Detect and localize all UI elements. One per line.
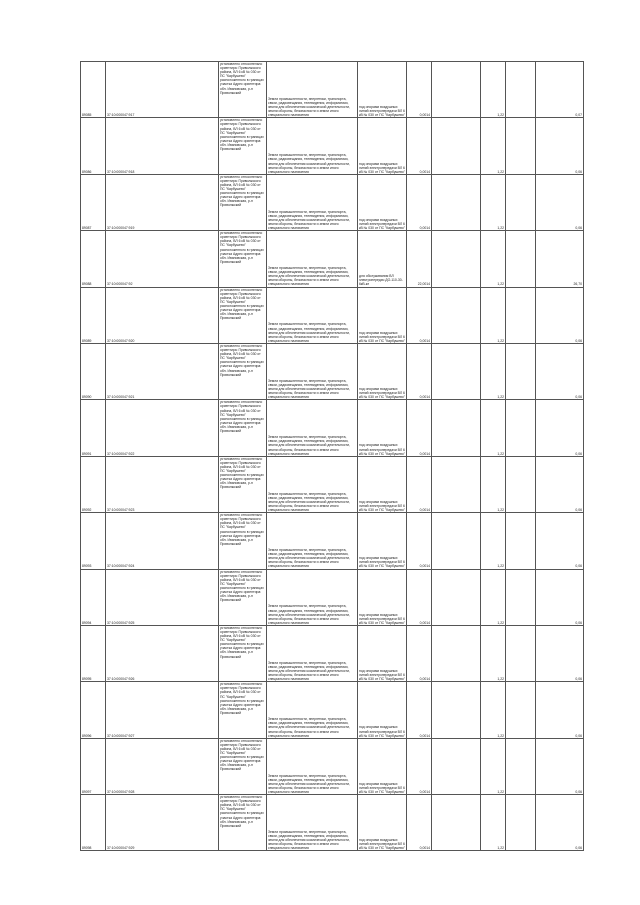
empty-cell — [506, 62, 536, 118]
empty-cell — [506, 625, 536, 681]
row-number-cell: 89094 — [81, 569, 106, 625]
sum-cell: 0,06 — [536, 625, 584, 681]
land-category-cell: Земли промышленности, энергетики, транспорта, связи, радиовещания, телевидения, информатики, земли для обеспечения космической деятельности, земли обороны, безопасности и земли иного специального назначения — [267, 513, 358, 569]
sum-cell: 0,06 — [536, 456, 584, 512]
sum-cell: 0,07 — [536, 62, 584, 118]
permitted-use-cell: под опорами воздушных линий электропередачи ВЛ 6 кВ № 030 от ПС "Карбушево" — [358, 738, 407, 794]
permitted-use-cell: под опорами воздушных линий электропередачи ВЛ 6 кВ № 030 от ПС "Карбушево" — [358, 118, 407, 174]
land-category-cell: Земли промышленности, энергетики, транспорта, связи, радиовещания, телевидения, информатики, земли для обеспечения космической деятельности, земли обороны, безопасности и земли иного специального назначения — [267, 287, 358, 343]
rate-cell: 1,22 — [481, 795, 506, 851]
sum-cell: 0,06 — [536, 795, 584, 851]
location-cell — [219, 118, 267, 174]
rate-cell: 1,22 — [481, 456, 506, 512]
location-cell — [219, 400, 267, 456]
row-number-cell: 89087 — [81, 174, 106, 230]
rate-cell: 1,22 — [481, 231, 506, 287]
location-text: установлено относительно ориентира: Приволжского района, ВЛ 6 кВ № 030 от ПС "Карбушево" расположенного в границах участка Адрес ориентира: обл. Ивановская, р-н Приволжский — [220, 400, 264, 433]
location-cell — [219, 738, 267, 794]
empty-cell — [432, 118, 481, 174]
sum-cell: 0,06 — [536, 738, 584, 794]
table-row — [81, 513, 584, 569]
rate-cell: 1,22 — [481, 625, 506, 681]
row-number-cell: 89085 — [81, 62, 106, 118]
location-text: установлено относительно ориентира: Приволжского района, ВЛ 6 кВ № 030 от ПС "Карбушево" расположенного в границах участка Адрес ориентира: обл. Ивановская, р-н Приволжский — [220, 62, 264, 95]
sum-cell: 0,06 — [536, 569, 584, 625]
location-cell — [219, 62, 267, 118]
rate-cell: 1,22 — [481, 343, 506, 399]
empty-cell — [432, 174, 481, 230]
table-row — [81, 738, 584, 794]
location-cell — [219, 343, 267, 399]
row-number-cell: 89090 — [81, 343, 106, 399]
location-cell — [219, 456, 267, 512]
empty-cell — [506, 231, 536, 287]
empty-cell — [432, 682, 481, 738]
row-number-cell: 89091 — [81, 400, 106, 456]
location-text: установлено относительно ориентира: Приволжского района, ВЛ 6 кВ № 030 от ПС "Карбушево" расположенного в границах участка Адрес ориентира: обл. Ивановская, р-н Приволжский — [220, 795, 264, 828]
cadastral-number-cell: 37:10:000047:924 — [106, 513, 219, 569]
empty-cell — [432, 738, 481, 794]
row-number-cell: 89095 — [81, 625, 106, 681]
cadastral-number-cell: 37:10:000047:922 — [106, 400, 219, 456]
land-category-cell: Земли промышленности, энергетики, транспорта, связи, радиовещания, телевидения, информатики, земли для обеспечения космической деятельности, земли обороны, безопасности и земли иного специального назначения — [267, 62, 358, 118]
empty-cell — [432, 343, 481, 399]
area-cell: 0,0014 — [407, 118, 432, 174]
permitted-use-cell: под опорами воздушных линий электропередачи ВЛ 6 кВ № 030 от ПС "Карбушево" — [358, 62, 407, 118]
location-text: установлено относительно ориентира: Приволжского района, ВЛ 6 кВ № 030 от ПС "Карбушево" расположенного в границах участка Адрес ориентира: обл. Ивановская, р-н Приволжский — [220, 625, 264, 659]
permitted-use-cell: под опорами воздушных линий электропередачи ВЛ 6 кВ № 030 от ПС "Карбушево" — [358, 569, 407, 625]
sum-cell: 26,70 — [536, 231, 584, 287]
land-category-cell: Земли промышленности, энергетики, транспорта, связи, радиовещания, телевидения, информатики, земли для обеспечения космической деятельности, земли обороны, безопасности и земли иного специального назначения — [267, 456, 358, 512]
permitted-use-cell: под опорами воздушных линий электропередачи ВЛ 6 кВ № 030 от ПС "Карбушево" — [358, 400, 407, 456]
empty-cell — [506, 343, 536, 399]
rate-cell: 1,22 — [481, 62, 506, 118]
land-register-table — [80, 61, 584, 851]
rate-cell: 1,22 — [481, 118, 506, 174]
location-cell — [219, 287, 267, 343]
land-category-cell: Земли промышленности, энергетики, транспорта, связи, радиовещания, телевидения, информатики, земли для обеспечения космической деятельности, земли обороны, безопасности и земли иного специального назначения — [267, 682, 358, 738]
rate-cell: 1,22 — [481, 738, 506, 794]
empty-cell — [432, 231, 481, 287]
row-number-cell: 89092 — [81, 456, 106, 512]
location-text: установлено относительно ориентира: Приволжского района, ВЛ 6 кВ № 030 от ПС "Карбушево" расположенного в границах участка Адрес ориентира: обл. Ивановская, р-н Приволжский — [220, 287, 264, 321]
area-cell: 0,0014 — [407, 456, 432, 512]
cadastral-number-cell: 37:10:000047:920 — [106, 287, 219, 343]
row-number-cell: 89097 — [81, 738, 106, 794]
empty-cell — [506, 795, 536, 851]
cadastral-number-cell: 37:10:000047:918 — [106, 118, 219, 174]
permitted-use-cell: под опорами воздушных линий электропередачи ВЛ 6 кВ № 030 от ПС "Карбушево" — [358, 174, 407, 230]
empty-cell — [432, 625, 481, 681]
permitted-use-cell: для обслуживания ВЛ электропередач ДО-110-30-6кВ-кл — [358, 231, 407, 287]
area-cell: 0,0014 — [407, 343, 432, 399]
permitted-use-cell: под опорами воздушных линий электропередачи ВЛ 6 кВ № 030 от ПС "Карбушево" — [358, 795, 407, 851]
location-text: установлено относительно ориентира: Приволжского района, ВЛ 6 кВ № 030 от ПС "Карбушево" расположенного в границах участка Адрес ориентира: обл. Ивановская, р-н Приволжский — [220, 513, 264, 546]
rate-cell: 1,22 — [481, 174, 506, 230]
sum-cell: 0,06 — [536, 343, 584, 399]
row-number-cell: 89088 — [81, 231, 106, 287]
table-row — [81, 625, 584, 681]
cadastral-number-cell: 37:10:000047:928 — [106, 738, 219, 794]
location-text: установлено относительно ориентира: Приволжского района, ВЛ 6 кВ № 030 от ПС "Карбушево" расположенного в границах участка Адрес ориентира: обл. Ивановская, р-н Приволжский — [220, 118, 264, 152]
empty-cell — [432, 400, 481, 456]
row-number-cell: 89089 — [81, 287, 106, 343]
empty-cell — [506, 174, 536, 230]
land-category-cell: Земли промышленности, энергетики, транспорта, связи, радиовещания, телевидения, информатики, земли для обеспечения космической деятельности, земли обороны, безопасности и земли иного специального назначения — [267, 343, 358, 399]
location-cell — [219, 513, 267, 569]
empty-cell — [432, 456, 481, 512]
row-number-cell: 89098 — [81, 795, 106, 851]
permitted-use-cell: под опорами воздушных линий электропередачи ВЛ 6 кВ № 030 от ПС "Карбушево" — [358, 682, 407, 738]
row-number-cell: 89093 — [81, 513, 106, 569]
location-cell — [219, 569, 267, 625]
sum-cell: 0,06 — [536, 118, 584, 174]
land-category-cell: Земли промышленности, энергетики, транспорта, связи, радиовещания, телевидения, информатики, земли для обеспечения космической деятельности, земли обороны, безопасности и земли иного специального назначения — [267, 625, 358, 681]
cadastral-number-cell: 37:10:000047:927 — [106, 682, 219, 738]
empty-cell — [506, 569, 536, 625]
table-row — [81, 795, 584, 851]
permitted-use-cell: под опорами воздушных линий электропередачи ВЛ 6 кВ № 030 от ПС "Карбушево" — [358, 513, 407, 569]
location-text: установлено относительно ориентира: Приволжского района, ВЛ 6 кВ № 030 от ПС "Карбушево" расположенного в границах участка Адрес ориентира: обл. Ивановская, р-н Приволжский — [220, 682, 264, 715]
location-text: установлено относительно ориентира: Приволжского района, ВЛ 6 кВ № 030 от ПС "Карбушево" расположенного в границах участка Адрес ориентира: обл. Ивановская, р-н Приволжский — [220, 231, 264, 264]
permitted-use-cell: под опорами воздушных линий электропередачи ВЛ 6 кВ № 030 от ПС "Карбушево" — [358, 287, 407, 343]
empty-cell — [506, 118, 536, 174]
table-row — [81, 569, 584, 625]
area-cell: 0,0014 — [407, 795, 432, 851]
table-row — [81, 231, 584, 287]
rate-cell: 1,22 — [481, 513, 506, 569]
sum-cell: 0,06 — [536, 174, 584, 230]
location-cell — [219, 174, 267, 230]
cadastral-number-cell: 37:10:000047:925 — [106, 569, 219, 625]
area-cell: 22,0014 — [407, 231, 432, 287]
empty-cell — [432, 795, 481, 851]
table-row — [81, 174, 584, 230]
table-row — [81, 682, 584, 738]
area-cell: 0,0014 — [407, 400, 432, 456]
sum-cell: 0,06 — [536, 400, 584, 456]
land-category-cell: Земли промышленности, энергетики, транспорта, связи, радиовещания, телевидения, информатики, земли для обеспечения космической деятельности, земли обороны, безопасности и земли иного специального назначения — [267, 400, 358, 456]
land-category-cell: Земли промышленности, энергетики, транспорта, связи, радиовещания, телевидения, информатики, земли для обеспечения космической деятельности, земли обороны, безопасности и земли иного специального назначения — [267, 174, 358, 230]
location-text: установлено относительно ориентира: Приволжского района, ВЛ 6 кВ № 030 от ПС "Карбушево" расположенного в границах участка Адрес ориентира: обл. Ивановская, р-н Приволжский — [220, 738, 264, 772]
land-category-cell: Земли промышленности, энергетики, транспорта, связи, радиовещания, телевидения, информатики, земли для обеспечения космической деятельности, земли обороны, безопасности и земли иного специального назначения — [267, 231, 358, 287]
cadastral-number-cell: 37:10:000047:919 — [106, 174, 219, 230]
table-row — [81, 287, 584, 343]
table-row — [81, 400, 584, 456]
land-category-cell: Земли промышленности, энергетики, транспорта, связи, радиовещания, телевидения, информатики, земли для обеспечения космической деятельности, земли обороны, безопасности и земли иного специального назначения — [267, 118, 358, 174]
cadastral-number-cell: 37:10:000047:929 — [106, 795, 219, 851]
empty-cell — [506, 682, 536, 738]
area-cell: 0,0014 — [407, 682, 432, 738]
table-row — [81, 343, 584, 399]
rate-cell: 1,22 — [481, 682, 506, 738]
location-text: установлено относительно ориентира: Приволжского района, ВЛ 6 кВ № 030 от ПС "Карбушево" расположенного в границах участка Адрес ориентира: обл. Ивановская, р-н Приволжский — [220, 569, 264, 603]
empty-cell — [432, 62, 481, 118]
area-cell: 0,0014 — [407, 62, 432, 118]
location-cell — [219, 231, 267, 287]
location-cell — [219, 625, 267, 681]
cadastral-number-cell: 37:10:000047:923 — [106, 456, 219, 512]
location-cell — [219, 795, 267, 851]
row-number-cell: 89096 — [81, 682, 106, 738]
area-cell: 0,0014 — [407, 569, 432, 625]
rate-cell: 1,22 — [481, 569, 506, 625]
area-cell: 0,0014 — [407, 513, 432, 569]
land-category-cell: Земли промышленности, энергетики, транспорта, связи, радиовещания, телевидения, информатики, земли для обеспечения космической деятельности, земли обороны, безопасности и земли иного специального назначения — [267, 738, 358, 794]
location-text: установлено относительно ориентира: Приволжского района, ВЛ 6 кВ № 030 от ПС "Карбушево" расположенного в границах участка Адрес ориентира: обл. Ивановская, р-н Приволжский — [220, 343, 264, 377]
area-cell: 0,0014 — [407, 174, 432, 230]
rate-cell: 1,22 — [481, 400, 506, 456]
land-category-cell: Земли промышленности, энергетики, транспорта, связи, радиовещания, телевидения, информатики, земли для обеспечения космической деятельности, земли обороны, безопасности и земли иного специального назначения — [267, 569, 358, 625]
register-sheet — [80, 61, 582, 851]
row-number-cell: 89086 — [81, 118, 106, 174]
permitted-use-cell: под опорами воздушных линий электропередачи ВЛ 6 кВ № 030 от ПС "Карбушево" — [358, 343, 407, 399]
empty-cell — [506, 738, 536, 794]
empty-cell — [506, 400, 536, 456]
sum-cell: 0,06 — [536, 682, 584, 738]
cadastral-number-cell: 37:10:000047:92 — [106, 231, 219, 287]
cadastral-number-cell: 37:10:000047:917 — [106, 62, 219, 118]
table-row — [81, 456, 584, 512]
sum-cell: 0,06 — [536, 513, 584, 569]
permitted-use-cell: под опорами воздушных линий электропередачи ВЛ 6 кВ № 030 от ПС "Карбушево" — [358, 456, 407, 512]
rate-cell: 1,22 — [481, 287, 506, 343]
area-cell: 0,0014 — [407, 287, 432, 343]
area-cell: 0,0014 — [407, 625, 432, 681]
empty-cell — [432, 513, 481, 569]
table-row — [81, 62, 584, 118]
cadastral-number-cell: 37:10:000047:926 — [106, 625, 219, 681]
empty-cell — [506, 456, 536, 512]
empty-cell — [506, 513, 536, 569]
permitted-use-cell: под опорами воздушных линий электропередачи ВЛ 6 кВ № 030 от ПС "Карбушево" — [358, 625, 407, 681]
sum-cell: 0,06 — [536, 287, 584, 343]
land-category-cell: Земли промышленности, энергетики, транспорта, связи, радиовещания, телевидения, информатики, земли для обеспечения космической деятельности, земли обороны, безопасности и земли иного специального назначения — [267, 795, 358, 851]
empty-cell — [506, 287, 536, 343]
location-text: установлено относительно ориентира: Приволжского района, ВЛ 6 кВ № 030 от ПС "Карбушево" расположенного в границах участка Адрес ориентира: обл. Ивановская, р-н Приволжский — [220, 174, 264, 208]
location-text: установлено относительно ориентира: Приволжского района, ВЛ 6 кВ № 030 от ПС "Карбушево" расположенного в границах участка Адрес ориентира: обл. Ивановская, р-н Приволжский — [220, 456, 264, 490]
table-row — [81, 118, 584, 174]
cadastral-number-cell: 37:10:000047:921 — [106, 343, 219, 399]
location-cell — [219, 682, 267, 738]
area-cell: 0,0014 — [407, 738, 432, 794]
empty-cell — [432, 287, 481, 343]
empty-cell — [432, 569, 481, 625]
